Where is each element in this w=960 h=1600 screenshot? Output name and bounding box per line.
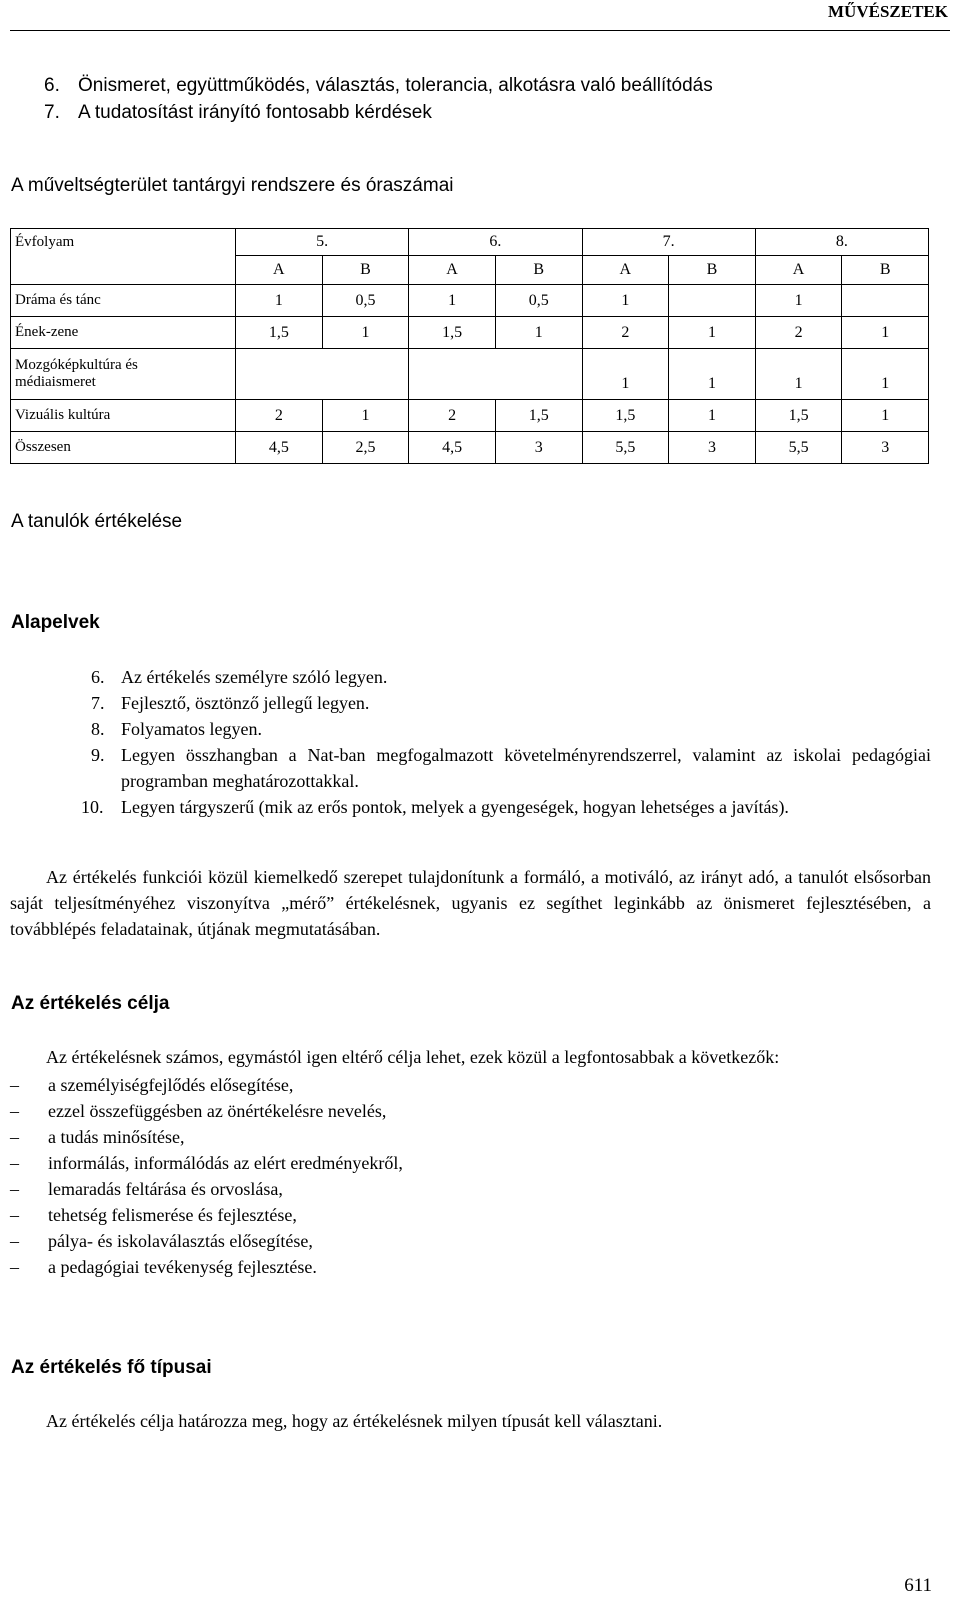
principles-heading: Alapelvek bbox=[11, 612, 100, 633]
list-item bbox=[91, 716, 931, 742]
variant-header: A bbox=[236, 256, 323, 285]
list-item bbox=[10, 1254, 931, 1280]
list-number: 6. bbox=[44, 75, 60, 96]
table-cell: 4,5 bbox=[409, 432, 496, 464]
paragraph-text: Az értékelésnek számos, egymástól igen eltérő célja lehet, ezek közül a legfontosabbak a következők: bbox=[46, 1047, 780, 1067]
page-number: 611 bbox=[904, 1575, 932, 1596]
table-row-total bbox=[11, 432, 929, 464]
table-row bbox=[11, 317, 929, 349]
list-text: Az értékelés személyre szóló legyen. bbox=[121, 667, 388, 687]
list-text: tehetség felismerése és fejlesztése, bbox=[48, 1205, 297, 1225]
subject-name: Összesen bbox=[11, 432, 236, 464]
year-header: 7. bbox=[582, 229, 755, 256]
empty-cell bbox=[11, 256, 236, 285]
list-item bbox=[81, 794, 931, 820]
table-cell: 1,5 bbox=[236, 317, 323, 349]
list-item bbox=[10, 1124, 931, 1150]
table-cell bbox=[409, 349, 582, 400]
list-text: A tudatosítást irányító fontosabb kérdések bbox=[78, 102, 432, 123]
table-cell bbox=[842, 285, 929, 317]
list-number: 8. bbox=[91, 719, 105, 739]
table-cell: 3 bbox=[842, 432, 929, 464]
list-text: pálya- és iskolaválasztás elősegítése, bbox=[48, 1231, 313, 1251]
table-cell: 4,5 bbox=[236, 432, 323, 464]
dash-bullet: – bbox=[10, 1127, 19, 1147]
table-cell bbox=[669, 285, 756, 317]
table-cell: 1 bbox=[842, 317, 929, 349]
principles-list bbox=[81, 664, 931, 820]
table-cell: 1,5 bbox=[495, 400, 582, 432]
list-text: Legyen összhangban a Nat-ban megfogalmazott követelményrendszerrel, valamint az iskolai pedagógiai programban meghatározottakkal. bbox=[121, 745, 931, 791]
table-cell: 2 bbox=[236, 400, 323, 432]
list-item bbox=[10, 1228, 931, 1254]
table-cell: 1,5 bbox=[582, 400, 669, 432]
subject-name-line: médiaismeret bbox=[15, 374, 96, 390]
table-cell: 1 bbox=[755, 349, 842, 400]
variant-header: B bbox=[842, 256, 929, 285]
table-cell: 1 bbox=[842, 400, 929, 432]
subject-name: Ének-zene bbox=[11, 317, 236, 349]
list-item bbox=[44, 99, 713, 126]
table-cell: 1 bbox=[669, 400, 756, 432]
table-cell: 1 bbox=[755, 285, 842, 317]
list-number: 7. bbox=[44, 102, 60, 123]
year-header: 6. bbox=[409, 229, 582, 256]
table-cell: 0,5 bbox=[322, 285, 409, 317]
paragraph-text: Az értékelés funkciói közül kiemelkedő szerepet tulajdonítunk a formáló, a motiváló, az irányt adó, a tanulót elsősorban saját teljesítményéhez viszonyítva „mérő” értékelésnek, ugyanis ez segíthet leginkább az önismeret fejlesztésében, a továbblépés feladatainak, útjának megmutatásában. bbox=[10, 867, 931, 939]
subject-name bbox=[11, 349, 236, 400]
list-item bbox=[91, 664, 931, 690]
goal-paragraph bbox=[10, 1044, 931, 1070]
table-cell bbox=[236, 349, 409, 400]
year-label: Évfolyam bbox=[11, 229, 236, 256]
list-text: a személyiségfejlődés elősegítése, bbox=[48, 1075, 294, 1095]
list-text: ezzel összefüggésben az önértékelésre nevelés, bbox=[48, 1101, 387, 1121]
top-numbered-list bbox=[44, 72, 713, 126]
list-item bbox=[10, 1176, 931, 1202]
list-text: Önismeret, együttműködés, választás, tolerancia, alkotásra való beállítódás bbox=[78, 75, 713, 96]
table-cell: 1 bbox=[669, 349, 756, 400]
table-cell: 3 bbox=[669, 432, 756, 464]
structure-heading: A műveltségterület tantárgyi rendszere és óraszámai bbox=[11, 175, 454, 196]
list-item bbox=[91, 742, 931, 794]
table-row-variants bbox=[11, 256, 929, 285]
table-cell: 1 bbox=[582, 285, 669, 317]
table-cell: 1,5 bbox=[755, 400, 842, 432]
table-cell: 1,5 bbox=[409, 317, 496, 349]
table-cell: 1 bbox=[236, 285, 323, 317]
evaluation-heading: A tanulók értékelése bbox=[11, 511, 183, 532]
table-cell: 1 bbox=[322, 317, 409, 349]
list-item bbox=[10, 1098, 931, 1124]
table-row bbox=[11, 349, 929, 400]
list-item bbox=[10, 1150, 931, 1176]
types-paragraph bbox=[10, 1408, 931, 1434]
table-cell: 0,5 bbox=[495, 285, 582, 317]
variant-header: B bbox=[322, 256, 409, 285]
running-header-title: MŰVÉSZETEK bbox=[828, 2, 948, 21]
list-number: 7. bbox=[91, 693, 105, 713]
list-text: lemaradás feltárása és orvoslása, bbox=[48, 1179, 283, 1199]
variant-header: B bbox=[669, 256, 756, 285]
table-cell: 1 bbox=[322, 400, 409, 432]
goal-heading: Az értékelés célja bbox=[11, 993, 170, 1014]
subject-name: Vizuális kultúra bbox=[11, 400, 236, 432]
list-item bbox=[91, 690, 931, 716]
table-cell: 5,5 bbox=[582, 432, 669, 464]
dash-bullet: – bbox=[10, 1179, 19, 1199]
list-text: informálás, informálódás az elért eredményekről, bbox=[48, 1153, 403, 1173]
table-cell: 2 bbox=[755, 317, 842, 349]
list-text: a pedagógiai tevékenység fejlesztése. bbox=[48, 1257, 317, 1277]
hours-table bbox=[10, 228, 929, 464]
dash-bullet: – bbox=[10, 1153, 19, 1173]
dash-bullet: – bbox=[10, 1231, 19, 1251]
table-cell: 1 bbox=[842, 349, 929, 400]
types-heading: Az értékelés fő típusai bbox=[11, 1357, 212, 1378]
dash-bullet: – bbox=[10, 1257, 19, 1277]
paragraph-text: Az értékelés célja határozza meg, hogy az értékelésnek milyen típusát kell választani. bbox=[46, 1411, 663, 1431]
list-number: 10. bbox=[81, 797, 104, 817]
list-text: a tudás minősítése, bbox=[48, 1127, 185, 1147]
table-cell: 5,5 bbox=[755, 432, 842, 464]
variant-header: A bbox=[409, 256, 496, 285]
year-header: 5. bbox=[236, 229, 409, 256]
table-cell: 2,5 bbox=[322, 432, 409, 464]
table-cell: 2 bbox=[409, 400, 496, 432]
year-header: 8. bbox=[755, 229, 928, 256]
table-cell: 1 bbox=[669, 317, 756, 349]
list-item bbox=[10, 1072, 931, 1098]
variant-header: A bbox=[582, 256, 669, 285]
dash-bullet: – bbox=[10, 1075, 19, 1095]
dash-bullet: – bbox=[10, 1205, 19, 1225]
table-row bbox=[11, 400, 929, 432]
table-row bbox=[11, 285, 929, 317]
subject-name-line: Mozgóképkultúra és bbox=[15, 357, 138, 373]
list-text: Fejlesztő, ösztönző jellegű legyen. bbox=[121, 693, 370, 713]
table-cell: 2 bbox=[582, 317, 669, 349]
dash-bullet: – bbox=[10, 1101, 19, 1121]
list-item bbox=[10, 1202, 931, 1228]
table-cell: 1 bbox=[582, 349, 669, 400]
table-cell: 1 bbox=[495, 317, 582, 349]
goal-list bbox=[10, 1072, 931, 1280]
functions-paragraph bbox=[10, 864, 931, 942]
subject-name: Dráma és tánc bbox=[11, 285, 236, 317]
list-item bbox=[44, 72, 713, 99]
table-cell: 3 bbox=[495, 432, 582, 464]
variant-header: B bbox=[495, 256, 582, 285]
table-row-years bbox=[11, 229, 929, 256]
table-cell: 1 bbox=[409, 285, 496, 317]
list-number: 6. bbox=[91, 667, 105, 687]
list-number: 9. bbox=[91, 745, 105, 765]
header-divider bbox=[10, 30, 950, 31]
list-text: Folyamatos legyen. bbox=[121, 719, 262, 739]
variant-header: A bbox=[755, 256, 842, 285]
list-text: Legyen tárgyszerű (mik az erős pontok, melyek a gyengeségek, hogyan lehetséges a javítás). bbox=[121, 797, 789, 817]
